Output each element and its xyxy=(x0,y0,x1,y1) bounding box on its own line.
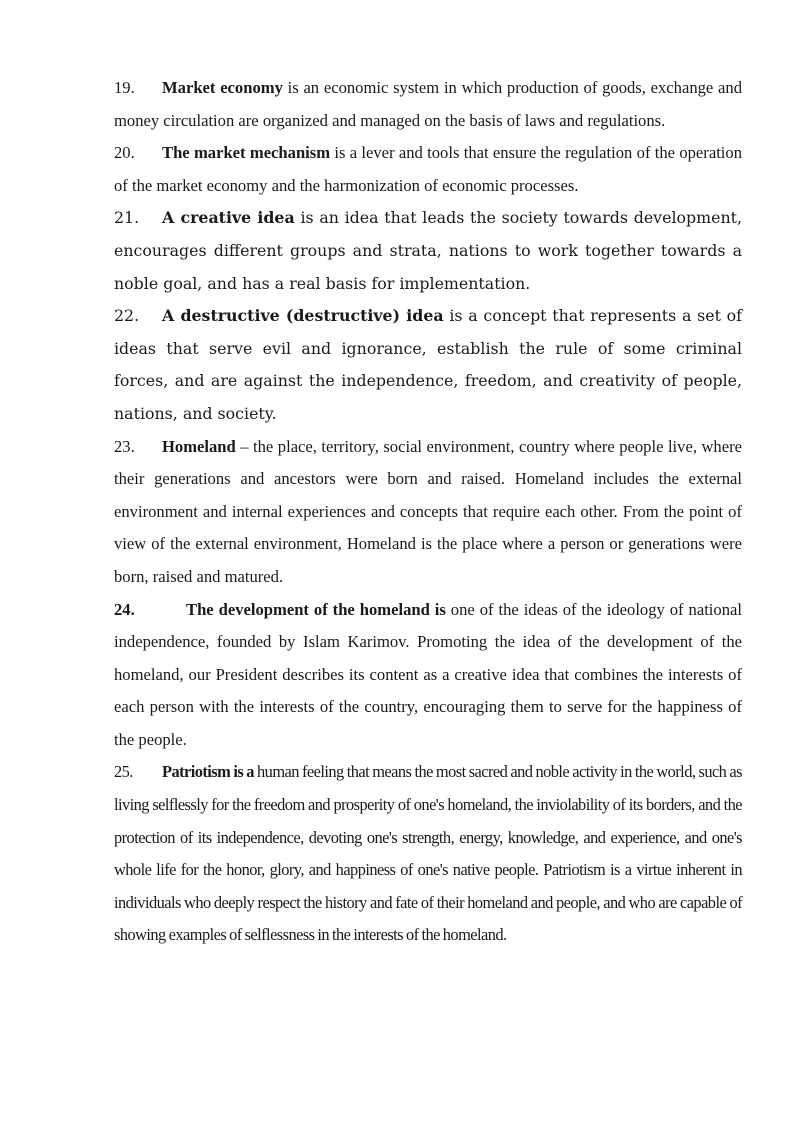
entry-definition: one of the ideas of the ideology of national independence, founded by Islam Karimov. Promoting the idea of the development of the homeland, our President describes its content as a creative idea that combines the interests of each person with the interests of the country, encouraging them to serve for the happiness of the people. xyxy=(114,599,742,749)
glossary-entry-21 xyxy=(114,202,742,300)
entry-definition: human feeling that means the most sacred and noble activity in the world, such as living selflessly for the freedom and prosperity of one's homeland, the inviolability of its borders, and the protection of its independence, devoting one's strength, energy, knowledge, and experience, and one's whole life for the honor, glory, and happiness of one's native people. Patriotism is a virtue inherent in individuals who deeply respect the history and fate of their homeland and people, and who are capable of showing examples of selflessness in the interests of the homeland. xyxy=(114,762,742,945)
entry-definition: – the place, territory, social environment, country where people live, where their generations and ancestors were born and raised. Homeland includes the external environment and internal experiences and concepts that require each other. From the point of view of the external environment, Homeland is the place where a person or generations were born, raised and matured. xyxy=(114,436,742,586)
entry-number: 24. xyxy=(114,599,135,619)
entry-number: 25. xyxy=(114,762,133,782)
entry-term: A destructive (destructive) idea xyxy=(162,306,444,326)
entry-definition: is a concept that represents a set of ideas that serve evil and ignorance, establish the rule of some criminal forces, and are against the independence, freedom, and creativity of people, nations, and society. xyxy=(114,306,742,423)
glossary-entry-25 xyxy=(114,756,742,952)
glossary-entry-19 xyxy=(114,72,742,137)
entry-definition: is an economic system in which production of goods, exchange and money circulation are organized and managed on the basis of laws and regulations. xyxy=(114,78,742,130)
glossary-entry-22 xyxy=(114,300,742,430)
entry-term: The market mechanism xyxy=(162,143,331,163)
entry-definition: is a lever and tools that ensure the regulation of the operation of the market economy and the harmonization of economic processes. xyxy=(114,143,743,195)
entry-term: Homeland xyxy=(162,436,236,456)
entry-definition: is an idea that leads the society towards development, encourages different groups and strata, nations to work together towards a noble goal, and has a real basis for implementation. xyxy=(114,208,743,293)
entry-term: The development of the homeland is xyxy=(186,599,446,619)
glossary-entry-23 xyxy=(114,431,742,594)
entry-number: 21. xyxy=(114,208,140,228)
entry-number: 19. xyxy=(114,78,135,97)
entry-term: Market economy xyxy=(162,78,283,97)
entry-number: 22. xyxy=(114,306,140,326)
glossary-body xyxy=(114,72,742,952)
entry-number: 20. xyxy=(114,143,135,163)
entry-number: 23. xyxy=(114,436,135,456)
entry-term: Patriotism is a xyxy=(162,762,254,782)
glossary-entry-20 xyxy=(114,137,742,202)
entry-term: A creative idea xyxy=(162,208,295,228)
glossary-entry-24 xyxy=(114,594,742,757)
